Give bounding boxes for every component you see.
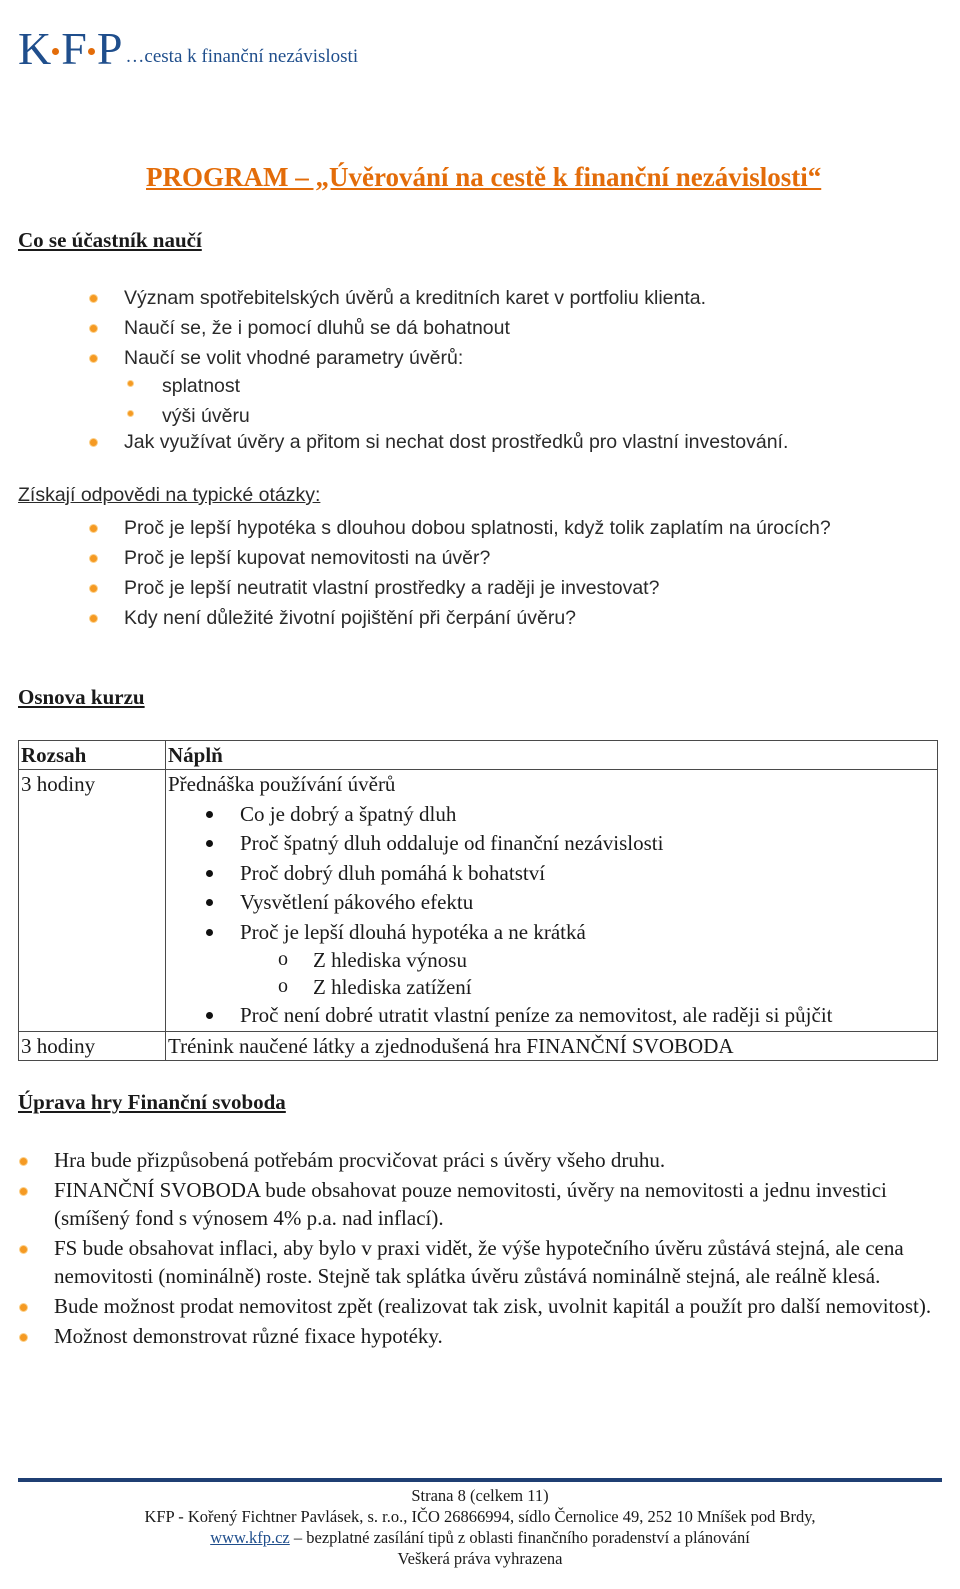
table-row [19, 1031, 938, 1060]
bullet-icon [206, 840, 213, 847]
table-header-content: Náplň [166, 741, 938, 770]
bullet-icon [20, 1246, 27, 1253]
circle-bullet-icon: o [278, 975, 288, 997]
bullet-icon [90, 439, 97, 446]
list-item: Význam spotřebitelských úvěrů a kreditních karet v portfoliu klienta. [124, 283, 706, 313]
logo-mark: K F P [18, 23, 122, 74]
list-item: o Z hlediska výnosu [278, 948, 467, 972]
course-table [18, 740, 938, 1061]
list-item: Naučí se, že i pomocí dluhů se dá bohatnout [124, 313, 706, 343]
table-header-row [19, 741, 938, 770]
bullet-icon [90, 555, 97, 562]
lecture-title: Přednáška používání úvěrů [168, 772, 396, 796]
circle-bullet-icon: o [278, 948, 288, 970]
table-row [19, 770, 938, 1032]
footer-page-number: Strana 8 (celkem 11) [411, 1486, 549, 1505]
bullet-icon [90, 295, 97, 302]
bullet-icon [90, 325, 97, 332]
bullet-icon [90, 615, 97, 622]
bullet-icon [206, 870, 213, 877]
list-item: o Z hlediska zatížení [278, 975, 472, 999]
table-header-duration: Rozsah [19, 741, 166, 770]
company-logo [18, 23, 359, 74]
section-heading-learn: Co se účastník naučí [18, 228, 202, 252]
bullet-icon [206, 811, 213, 818]
learn-list [124, 283, 706, 373]
bullet-icon [206, 929, 213, 936]
bullet-icon [20, 1334, 27, 1341]
questions-list [124, 513, 831, 633]
list-item: Co je dobrý a špatný dluh [168, 800, 935, 830]
footer-link-line [0, 1527, 960, 1548]
game-list [54, 1146, 944, 1352]
bullet-icon [90, 585, 97, 592]
section-heading-course: Osnova kurzu [18, 685, 145, 709]
bullet-icon [206, 1012, 213, 1019]
list-item: Bude možnost prodat nemovitost zpět (realizovat tak zisk, uvolnit kapitál a použít pro další nemovitost). [54, 1292, 944, 1320]
list-item: Hra bude přizpůsobená potřebám procvičovat práci s úvěry všeho druhu. [54, 1146, 944, 1174]
section-heading-game: Úprava hry Finanční svoboda [18, 1090, 286, 1114]
footer-rights: Veškerá práva vyhrazena [397, 1549, 563, 1568]
learn-list-cont [124, 427, 788, 457]
list-item: Možnost demonstrovat různé fixace hypotéky. [54, 1322, 944, 1350]
table-cell-content [166, 770, 938, 1032]
list-item: výši úvěru [162, 401, 250, 431]
list-item: Kdy není důležité životní pojištění při čerpání úvěru? [124, 603, 831, 633]
list-item: FS bude obsahovat inflaci, aby bylo v praxi vidět, že výše hypotečního úvěru zůstává stejná, ale cena nemovitosti (nominálně) roste. Stejně tak splátka úvěru zůstává nominálně stejná, ale reálně klesá. [54, 1234, 944, 1290]
list-item: Proč je lepší dlouhá hypotéka a ne krátká [168, 918, 935, 948]
bullet-icon [90, 525, 97, 532]
list-item: Proč je lepší kupovat nemovitosti na úvěr? [124, 543, 831, 573]
table-cell-duration: 3 hodiny [19, 770, 166, 1032]
section-heading-questions: Získají odpovědi na typické otázky: [18, 484, 321, 506]
page-title: PROGRAM – „Úvěrování na cestě k finanční nezávislosti“ [146, 162, 822, 192]
list-item: Vysvětlení pákového efektu [168, 888, 935, 918]
list-item: Proč špatný dluh oddaluje od finanční nezávislosti [168, 829, 935, 859]
list-item: splatnost [162, 371, 250, 401]
bullet-icon [20, 1188, 27, 1195]
bullet-icon [128, 411, 133, 416]
table-cell-duration: 3 hodiny [19, 1031, 166, 1060]
list-item: Proč není dobré utratit vlastní peníze za nemovitost, ale raději si půjčit [168, 1001, 935, 1031]
list-item: Proč je lepší hypotéka s dlouhou dobou splatnosti, když tolik zaplatím na úrocích? [124, 513, 831, 543]
list-item: Proč dobrý dluh pomáhá k bohatství [168, 859, 935, 889]
list-item: Proč je lepší neutratit vlastní prostředky a raději je investovat? [124, 573, 831, 603]
table-cell-content: Trénink naučené látky a zjednodušená hra FINANČNÍ SVOBODA [166, 1031, 938, 1060]
bullet-icon [90, 355, 97, 362]
footer-link-text: – bezplatné zasílání tipů z oblasti finančního poradenství a plánování [289, 1528, 750, 1547]
website-link[interactable]: www.kfp.cz [210, 1528, 290, 1547]
bullet-icon [128, 381, 133, 386]
bullet-icon [20, 1158, 27, 1165]
list-item: Naučí se volit vhodné parametry úvěrů: [124, 343, 706, 373]
list-item: Jak využívat úvěry a přitom si nechat dost prostředků pro vlastní investování. [124, 427, 788, 457]
footer-divider [18, 1478, 942, 1482]
footer-company: KFP - Kořený Fichtner Pavlásek, s. r.o., IČO 26866994, sídlo Černolice 49, 252 10 Mníšek pod Brdy, [144, 1507, 816, 1526]
learn-sublist [162, 371, 250, 431]
bullet-icon [20, 1304, 27, 1311]
list-item: FINANČNÍ SVOBODA bude obsahovat pouze nemovitosti, úvěry na nemovitosti a jednu investici (smíšený fond s výnosem 4% p.a. nad inflací). [54, 1176, 944, 1232]
bullet-icon [206, 899, 213, 906]
logo-tagline: …cesta k finanční nezávislosti [125, 46, 359, 67]
